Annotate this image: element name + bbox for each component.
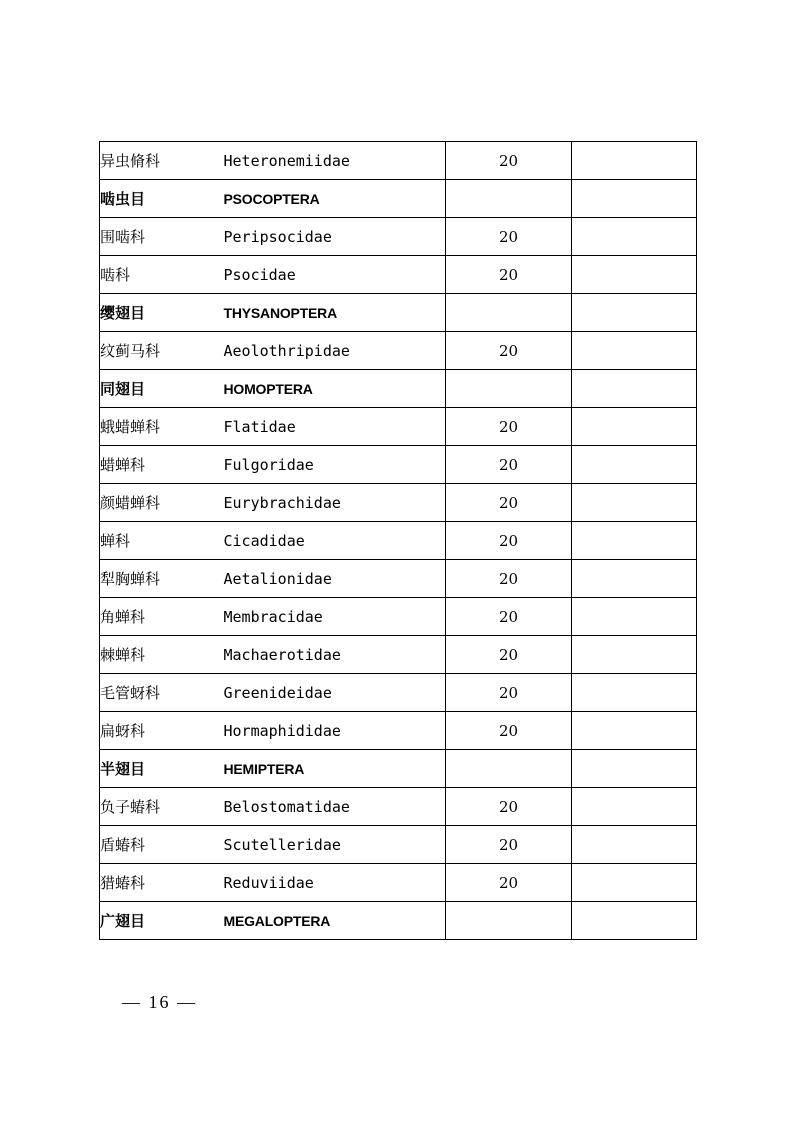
count-cell: 20 <box>446 864 572 902</box>
family-row <box>100 560 697 598</box>
chinese-name-cell: 颜蜡蝉科 <box>100 484 224 522</box>
family-row <box>100 446 697 484</box>
note-cell <box>572 788 697 826</box>
latin-name-cell: Membracidae <box>224 598 446 636</box>
note-cell <box>572 826 697 864</box>
note-cell <box>572 408 697 446</box>
chinese-name-cell: 棘蝉科 <box>100 636 224 674</box>
latin-name-cell: THYSANOPTERA <box>224 294 446 332</box>
note-cell <box>572 332 697 370</box>
latin-name-cell: PSOCOPTERA <box>224 180 446 218</box>
latin-name-cell: Heteronemiidae <box>224 142 446 180</box>
note-cell <box>572 674 697 712</box>
chinese-name-cell: 同翅目 <box>100 370 224 408</box>
note-cell <box>572 142 697 180</box>
note-cell <box>572 446 697 484</box>
count-cell: 20 <box>446 560 572 598</box>
latin-name-cell: Eurybrachidae <box>224 484 446 522</box>
latin-name-cell: HOMOPTERA <box>224 370 446 408</box>
chinese-name-cell: 围啮科 <box>100 218 224 256</box>
note-cell <box>572 636 697 674</box>
count-cell <box>446 370 572 408</box>
count-cell: 20 <box>446 636 572 674</box>
taxa-table-body <box>100 142 697 940</box>
family-row <box>100 826 697 864</box>
chinese-name-cell: 缨翅目 <box>100 294 224 332</box>
latin-name-cell: Fulgoridae <box>224 446 446 484</box>
taxa-table <box>99 141 697 940</box>
chinese-name-cell: 半翅目 <box>100 750 224 788</box>
latin-name-cell: Hormaphididae <box>224 712 446 750</box>
latin-name-cell: Scutelleridae <box>224 826 446 864</box>
family-row <box>100 636 697 674</box>
note-cell <box>572 370 697 408</box>
note-cell <box>572 294 697 332</box>
order-row <box>100 902 697 940</box>
latin-name-cell: Belostomatidae <box>224 788 446 826</box>
count-cell: 20 <box>446 408 572 446</box>
count-cell: 20 <box>446 256 572 294</box>
family-row <box>100 598 697 636</box>
latin-name-cell: Flatidae <box>224 408 446 446</box>
chinese-name-cell: 负子蝽科 <box>100 788 224 826</box>
order-row <box>100 180 697 218</box>
latin-name-cell: Aetalionidae <box>224 560 446 598</box>
family-row <box>100 218 697 256</box>
latin-name-cell: HEMIPTERA <box>224 750 446 788</box>
count-cell <box>446 902 572 940</box>
count-cell: 20 <box>446 218 572 256</box>
latin-name-cell: Machaerotidae <box>224 636 446 674</box>
chinese-name-cell: 蛾蜡蝉科 <box>100 408 224 446</box>
chinese-name-cell: 盾蝽科 <box>100 826 224 864</box>
count-cell: 20 <box>446 142 572 180</box>
note-cell <box>572 218 697 256</box>
chinese-name-cell: 犁胸蝉科 <box>100 560 224 598</box>
chinese-name-cell: 蝉科 <box>100 522 224 560</box>
latin-name-cell: Aeolothripidae <box>224 332 446 370</box>
count-cell: 20 <box>446 446 572 484</box>
count-cell: 20 <box>446 712 572 750</box>
count-cell <box>446 180 572 218</box>
order-row <box>100 370 697 408</box>
chinese-name-cell: 啮科 <box>100 256 224 294</box>
note-cell <box>572 902 697 940</box>
note-cell <box>572 864 697 902</box>
chinese-name-cell: 角蝉科 <box>100 598 224 636</box>
chinese-name-cell: 异虫脩科 <box>100 142 224 180</box>
latin-name-cell: Greenideidae <box>224 674 446 712</box>
note-cell <box>572 484 697 522</box>
page-number: — 16 — <box>122 992 197 1012</box>
count-cell: 20 <box>446 826 572 864</box>
note-cell <box>572 712 697 750</box>
family-row <box>100 864 697 902</box>
order-row <box>100 294 697 332</box>
note-cell <box>572 560 697 598</box>
family-row <box>100 332 697 370</box>
family-row <box>100 674 697 712</box>
note-cell <box>572 598 697 636</box>
count-cell <box>446 294 572 332</box>
family-row <box>100 522 697 560</box>
note-cell <box>572 522 697 560</box>
count-cell <box>446 750 572 788</box>
latin-name-cell: MEGALOPTERA <box>224 902 446 940</box>
latin-name-cell: Cicadidae <box>224 522 446 560</box>
count-cell: 20 <box>446 522 572 560</box>
latin-name-cell: Peripsocidae <box>224 218 446 256</box>
chinese-name-cell: 扁蚜科 <box>100 712 224 750</box>
family-row <box>100 408 697 446</box>
count-cell: 20 <box>446 674 572 712</box>
chinese-name-cell: 广翅目 <box>100 902 224 940</box>
note-cell <box>572 180 697 218</box>
family-row <box>100 142 697 180</box>
note-cell <box>572 256 697 294</box>
order-row <box>100 750 697 788</box>
chinese-name-cell: 蜡蝉科 <box>100 446 224 484</box>
family-row <box>100 712 697 750</box>
latin-name-cell: Reduviidae <box>224 864 446 902</box>
chinese-name-cell: 啮虫目 <box>100 180 224 218</box>
count-cell: 20 <box>446 788 572 826</box>
latin-name-cell: Psocidae <box>224 256 446 294</box>
count-cell: 20 <box>446 484 572 522</box>
count-cell: 20 <box>446 332 572 370</box>
chinese-name-cell: 猎蝽科 <box>100 864 224 902</box>
note-cell <box>572 750 697 788</box>
chinese-name-cell: 毛管蚜科 <box>100 674 224 712</box>
chinese-name-cell: 纹蓟马科 <box>100 332 224 370</box>
family-row <box>100 484 697 522</box>
family-row <box>100 256 697 294</box>
count-cell: 20 <box>446 598 572 636</box>
family-row <box>100 788 697 826</box>
